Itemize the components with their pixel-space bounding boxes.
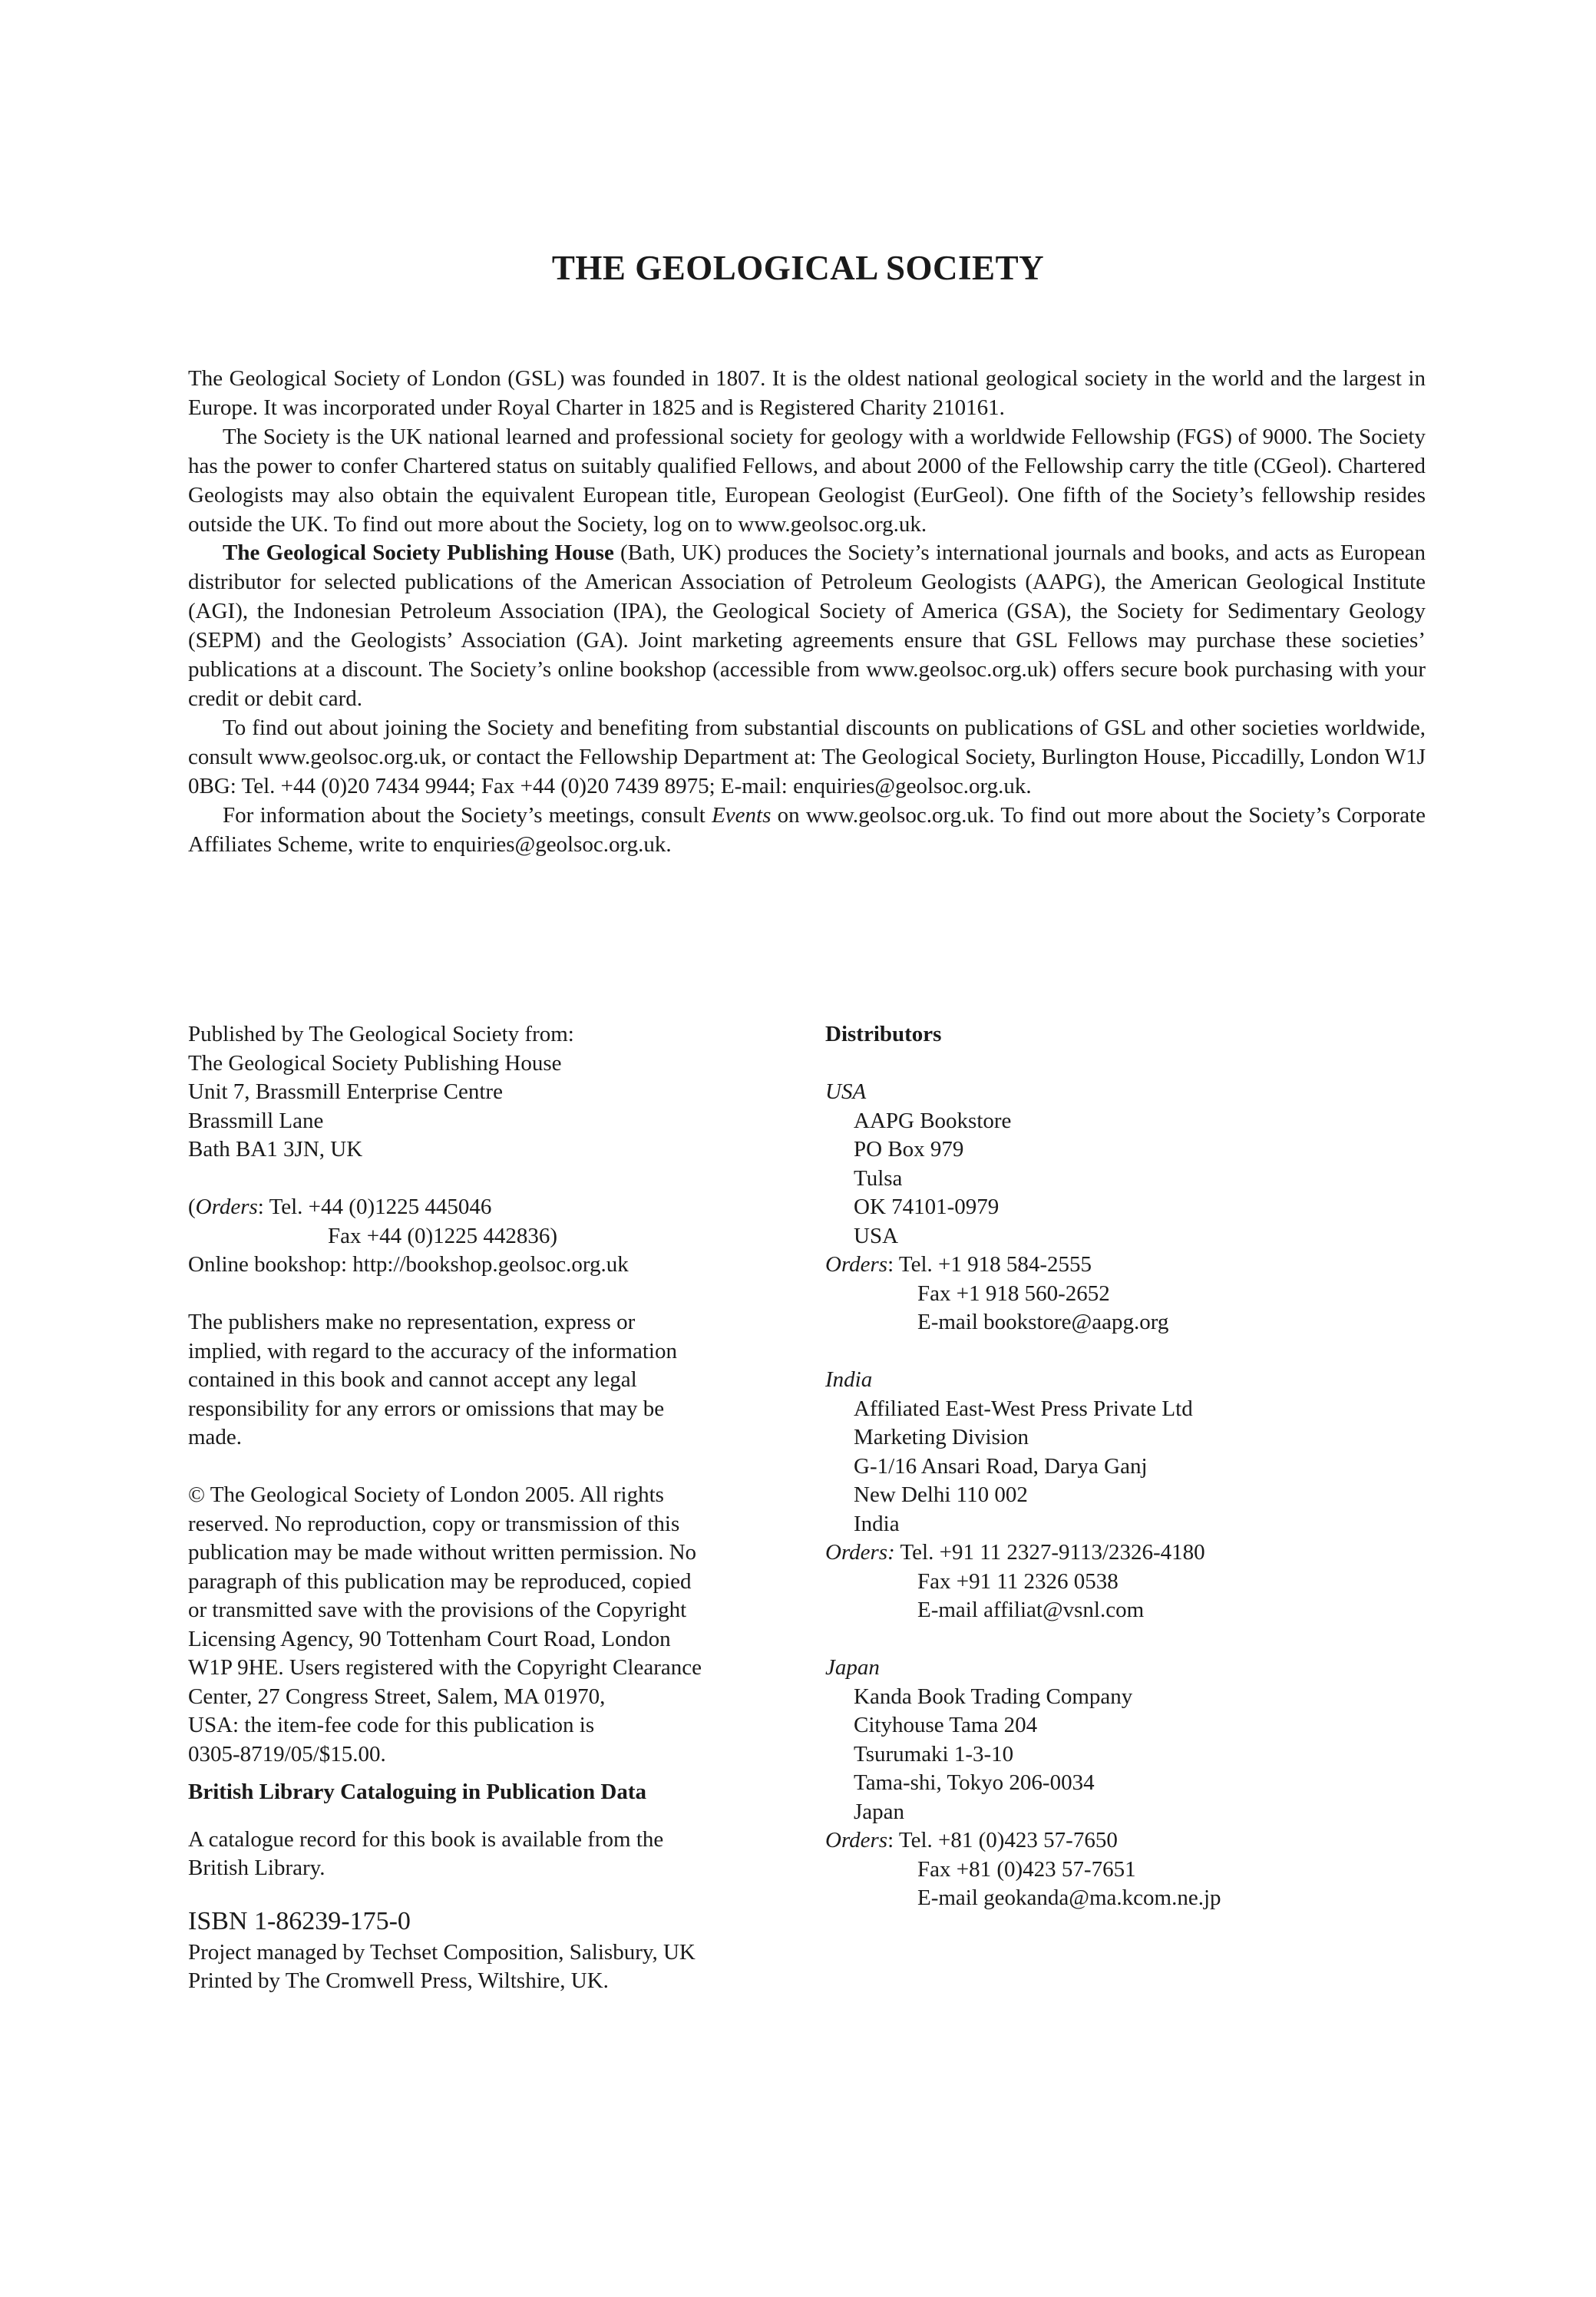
orders-label: Orders <box>195 1195 258 1219</box>
usa-orders-tel <box>825 1251 1424 1280</box>
japan-email: E-mail geokanda@ma.kcom.ne.jp <box>917 1886 1221 1910</box>
copyright-line: Licensing Agency, 90 Tottenham Court Road, London <box>188 1626 671 1651</box>
india-address-line: Marketing Division <box>854 1425 1029 1449</box>
publisher-line: Unit 7, Brassmill Enterprise Centre <box>188 1079 503 1104</box>
usa-address-line: USA <box>854 1223 899 1248</box>
intro-text <box>188 365 1426 859</box>
copyright-line: reserved. No reproduction, copy or transmission of this <box>188 1511 680 1536</box>
disclaimer-line: implied, with regard to the accuracy of the information <box>188 1338 677 1363</box>
disclaimer-line: responsibility for any errors or omissions that may be <box>188 1396 665 1421</box>
usa-tel-value: : Tel. +1 918 584-2555 <box>887 1252 1092 1277</box>
copyright-line: paragraph of this publication may be reproduced, copied <box>188 1568 692 1594</box>
orders-tel-value: : Tel. +44 (0)1225 445046 <box>257 1195 492 1219</box>
copyright-line: USA: the item-fee code for this publication is <box>188 1713 595 1737</box>
copyright-line: Center, 27 Congress Street, Salem, MA 01970, <box>188 1684 606 1709</box>
intro-paragraph-founding: The Geological Society of London (GSL) was founded in 1807. It is the oldest national geological society in the world and the largest in Europe. It was incorporated under Royal Charter in 1825 and is Registered Charity 210161. <box>188 366 1426 420</box>
publisher-line: Bath BA1 3JN, UK <box>188 1137 363 1162</box>
publisher-line: Published by The Geological Society from: <box>188 1022 574 1046</box>
india-address-line: India <box>854 1511 900 1536</box>
india-address-line: New Delhi 110 002 <box>854 1482 1028 1507</box>
publishing-house-text: (Bath, UK) produces the Society’s international journals and books, and acts as European distributor for selected publications of the American Association of Petroleum Geologists (AAPG), the American Geological Institute (AGI), the Indonesian Petroleum Association (IPA), the Geological Society of America (GSA), the Society for Sedimentary Geology (SEPM) and the Geologists’ Association (GA). Joint marketing agreements ensure that GSL Fellows may purchase these societies’ publications at a discount. The Society’s online bookshop (accessible from www.geolsoc.org.uk) offers secure book purchasing with your credit or debit card. <box>188 540 1426 711</box>
publisher-line: The Geological Society Publishing House <box>188 1050 562 1076</box>
region-japan: Japan <box>825 1655 880 1680</box>
production-line: Printed by The Cromwell Press, Wiltshire, UK. <box>188 1968 609 1993</box>
distributors-column <box>825 1020 1424 1913</box>
intro-paragraph-fellowship: The Society is the UK national learned and professional society for geology with a worldwide Fellowship (FGS) of 9000. The Society has the power to confer Chartered status on suitably qualified Fellows, and about 2000 of the Fellowship carry the title (CGeol). Chartered Geologists may also obtain the equivalent European title, European Geologist (EurGeol). One fifth of the Society’s fellowship resides outside the UK. To find out more about the Society, log on to www.geolsoc.org.uk. <box>188 424 1426 537</box>
copyright-line: W1P 9HE. Users registered with the Copyright Clearance <box>188 1655 702 1680</box>
disclaimer-line: The publishers make no representation, express or <box>188 1310 636 1334</box>
japan-orders-tel <box>825 1826 1424 1856</box>
usa-orders-label: Orders <box>825 1252 888 1277</box>
usa-address-line: Tulsa <box>854 1165 903 1191</box>
british-library-heading: British Library Cataloguing in Publication Data <box>188 1780 646 1804</box>
meetings-text-a: For information about the Society’s meetings, consult <box>223 802 712 828</box>
india-address-line: G-1/16 Ansari Road, Darya Ganj <box>854 1453 1148 1479</box>
copyright-line: publication may be made without written permission. No <box>188 1540 697 1565</box>
copyright-line: © The Geological Society of London 2005. All rights <box>188 1482 664 1507</box>
production-line: Project managed by Techset Composition, Salisbury, UK <box>188 1939 696 1965</box>
india-orders-label: Orders: <box>825 1540 895 1565</box>
japan-address-line: Kanda Book Trading Company <box>854 1684 1133 1709</box>
distributors-heading: Distributors <box>825 1022 942 1046</box>
japan-address-line: Japan <box>854 1799 905 1824</box>
copyright-line: 0305-8719/05/$15.00. <box>188 1741 386 1767</box>
british-library-text: British Library. <box>188 1856 325 1880</box>
region-india: India <box>825 1367 873 1392</box>
japan-orders-label: Orders <box>825 1828 888 1852</box>
page-title: THE GEOLOGICAL SOCIETY <box>551 249 1045 287</box>
publisher-orders-tel: (Orders: Tel. +44 (0)1225 445046 <box>188 1195 492 1219</box>
intro-paragraph-publishing <box>188 539 1426 713</box>
publisher-online-bookshop: Online bookshop: http://bookshop.geolsoc.org.uk <box>188 1252 629 1277</box>
usa-address-line: PO Box 979 <box>854 1137 964 1162</box>
disclaimer-line: made. <box>188 1425 243 1449</box>
british-library-text: A catalogue record for this book is available from the <box>188 1826 664 1852</box>
japan-tel-value: : Tel. +81 (0)423 57-7650 <box>887 1828 1118 1852</box>
india-orders-tel <box>825 1538 1424 1568</box>
publisher-column <box>188 1020 779 1996</box>
usa-address-line: OK 74101-0979 <box>854 1195 1000 1219</box>
publisher-orders-fax: Fax +44 (0)1225 442836) <box>328 1223 558 1248</box>
region-usa: USA <box>825 1079 867 1104</box>
usa-address-line: AAPG Bookstore <box>854 1108 1012 1133</box>
intro-paragraph-joining: To find out about joining the Society and benefiting from substantial discounts on publications of GSL and other societies worldwide, consult www.geolsoc.org.uk, or contact the Fellowship Department at: The Geological Society, Burlington House, Piccadilly, London W1J 0BG: Tel. +44 (0)20 7434 9944; Fax +44 (0)20 7439 8975; E-mail: enquiries@geolsoc.org.uk. <box>188 715 1426 798</box>
usa-email: E-mail bookstore@aapg.org <box>917 1310 1169 1334</box>
isbn: ISBN 1-86239-175-0 <box>188 1906 411 1935</box>
events-title: Events <box>712 802 772 828</box>
japan-address-line: Cityhouse Tama 204 <box>854 1713 1038 1737</box>
india-tel-value: Tel. +91 11 2327-9113/2326-4180 <box>894 1540 1205 1565</box>
disclaimer-line: contained in this book and cannot accept any legal <box>188 1367 637 1392</box>
publisher-line: Brassmill Lane <box>188 1108 324 1133</box>
copyright-line: or transmitted save with the provisions of the Copyright <box>188 1598 687 1622</box>
publishing-house-name: The Geological Society Publishing House <box>223 540 614 566</box>
india-fax: Fax +91 11 2326 0538 <box>917 1568 1119 1594</box>
japan-address-line: Tama-shi, Tokyo 206-0034 <box>854 1770 1095 1795</box>
usa-fax: Fax +1 918 560-2652 <box>917 1281 1110 1306</box>
india-address-line: Affiliated East-West Press Private Ltd <box>854 1396 1193 1421</box>
intro-paragraph-meetings <box>188 801 1426 860</box>
japan-fax: Fax +81 (0)423 57-7651 <box>917 1856 1136 1882</box>
india-email: E-mail affiliat@vsnl.com <box>917 1598 1145 1622</box>
japan-address-line: Tsurumaki 1-3-10 <box>854 1741 1014 1767</box>
meetings-text-b: on www.geolsoc.org.uk. To find out more about the Society’s Corporate Affiliates Scheme, write to enquiries@geolsoc.org.uk. <box>188 802 1426 857</box>
